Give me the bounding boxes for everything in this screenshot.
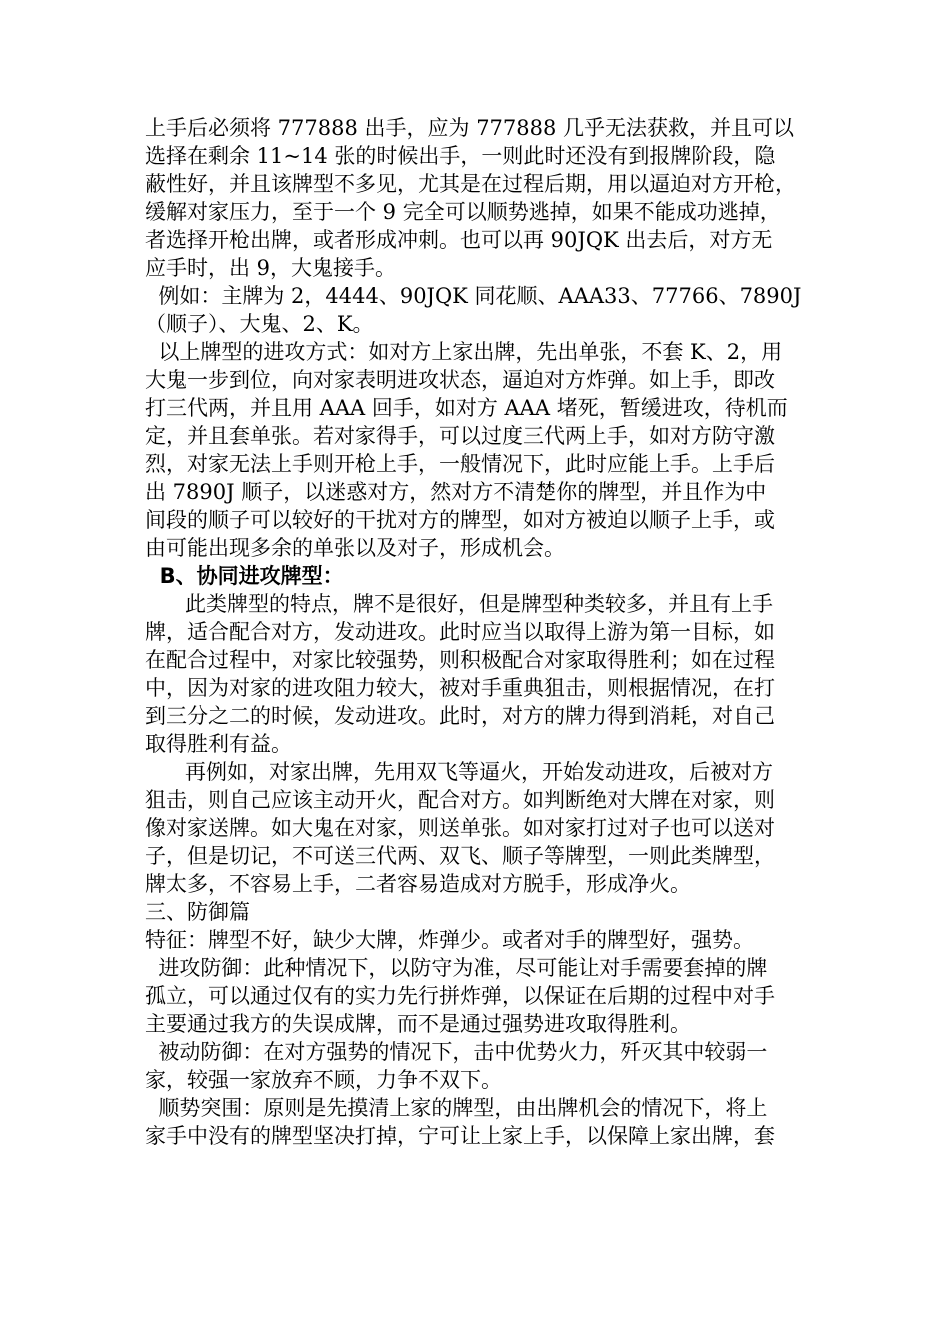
text-line: 间段的顺子可以较好的干扰对方的牌型，如对方被迫以顺子上手，或: [145, 508, 775, 532]
section-heading-defense: 三、防御篇: [145, 900, 250, 924]
text-line: 蔽性好，并且该牌型不多见，尤其是在过程后期，用以逼迫对方开枪，: [145, 172, 796, 196]
text-line: 烈，对家无法上手则开枪上手，一般情况下，此时应能上手。上手后: [145, 452, 775, 476]
text-line: 主要通过我方的失误成牌，而不是通过强势进攻取得胜利。: [145, 1012, 691, 1036]
text-line: 特征：牌型不好，缺少大牌，炸弹少。或者对手的牌型好，强势。: [145, 928, 754, 952]
text-line: 狙击，则自己应该主动开火，配合对方。如判断绝对大牌在对家，则: [145, 788, 775, 812]
text-line: 到三分之二的时候，发动进攻。此时，对方的牌力得到消耗，对自己: [145, 704, 775, 728]
text-line: 顺势突围：原则是先摸清上家的牌型，由出牌机会的情况下，将上: [145, 1096, 768, 1120]
text-line: 应手时，出 9，大鬼接手。: [145, 256, 397, 280]
text-line: （顺子）、大鬼、2、K。: [145, 312, 374, 336]
document-page: [145, 114, 810, 1150]
text-line: 取得胜利有益。: [145, 732, 292, 756]
text-line: 像对家送牌。如大鬼在对家，则送单张。如对家打过对子也可以送对: [145, 816, 775, 840]
text-line: 以上牌型的进攻方式：如对方上家出牌，先出单张，不套 K、2，用: [145, 340, 783, 364]
text-line: 上手后必须将 777888 出手，应为 777888 几乎无法获救，并且可以: [145, 116, 795, 140]
text-line: 再例如，对家出牌，先用双飞等逼火，开始发动进攻，后被对方: [145, 760, 774, 784]
text-line: 牌，适合配合对方，发动进攻。此时应当以取得上游为第一目标，如: [145, 620, 775, 644]
text-line: 由可能出现多余的单张以及对子，形成机会。: [145, 536, 565, 560]
text-line: 此类牌型的特点，牌不是很好，但是牌型种类较多，并且有上手: [145, 592, 774, 616]
text-line: 者选择开枪出牌，或者形成冲刺。也可以再 90JQK 出去后，对方无: [145, 228, 773, 252]
text-line: 在配合过程中，对家比较强势，则积极配合对家取得胜利；如在过程: [145, 648, 775, 672]
text-line: 中，因为对家的进攻阻力较大，被对手重典狙击，则根据情况，在打: [145, 676, 775, 700]
text-line: 缓解对家压力，至于一个 9 完全可以顺势逃掉，如果不能成功逃掉，: [145, 200, 781, 224]
text-line: 出 7890J 顺子，以迷惑对方，然对方不清楚你的牌型，并且作为中: [145, 480, 767, 504]
text-line: 子，但是切记，不可送三代两、双飞、顺子等牌型，一则此类牌型，: [145, 844, 775, 868]
text-line: 打三代两，并且用 AAA 回手，如对方 AAA 堵死，暂缓进攻，待机而: [145, 396, 788, 420]
text-line: 选择在剩余 11~14 张的时候出手，一则此时还没有到报牌阶段，隐: [145, 144, 776, 168]
text-line: 定，并且套单张。若对家得手，可以过度三代两上手，如对方防守激: [145, 424, 775, 448]
text-line: 家，较强一家放弃不顾，力争不双下。: [145, 1068, 502, 1092]
text-line: 例如：主牌为 2，4444、90JQK 同花顺、AAA33、77766、7890J: [145, 284, 802, 308]
text-line: 被动防御：在对方强势的情况下，击中优势火力，歼灭其中较弱一: [145, 1040, 768, 1064]
text-line: 牌太多，不容易上手，二者容易造成对方脱手，形成净火。: [145, 872, 691, 896]
section-heading-b: B、协同进攻牌型：: [145, 564, 344, 588]
text-line: 大鬼一步到位，向对家表明进攻状态，逼迫对方炸弹。如上手，即改: [145, 368, 775, 392]
text-line: 孤立，可以通过仅有的实力先行拼炸弹，以保证在后期的过程中对手: [145, 984, 775, 1008]
text-line: 进攻防御：此种情况下，以防守为准，尽可能让对手需要套掉的牌: [145, 956, 768, 980]
text-line: 家手中没有的牌型坚决打掉，宁可让上家上手，以保障上家出牌，套: [145, 1124, 775, 1148]
